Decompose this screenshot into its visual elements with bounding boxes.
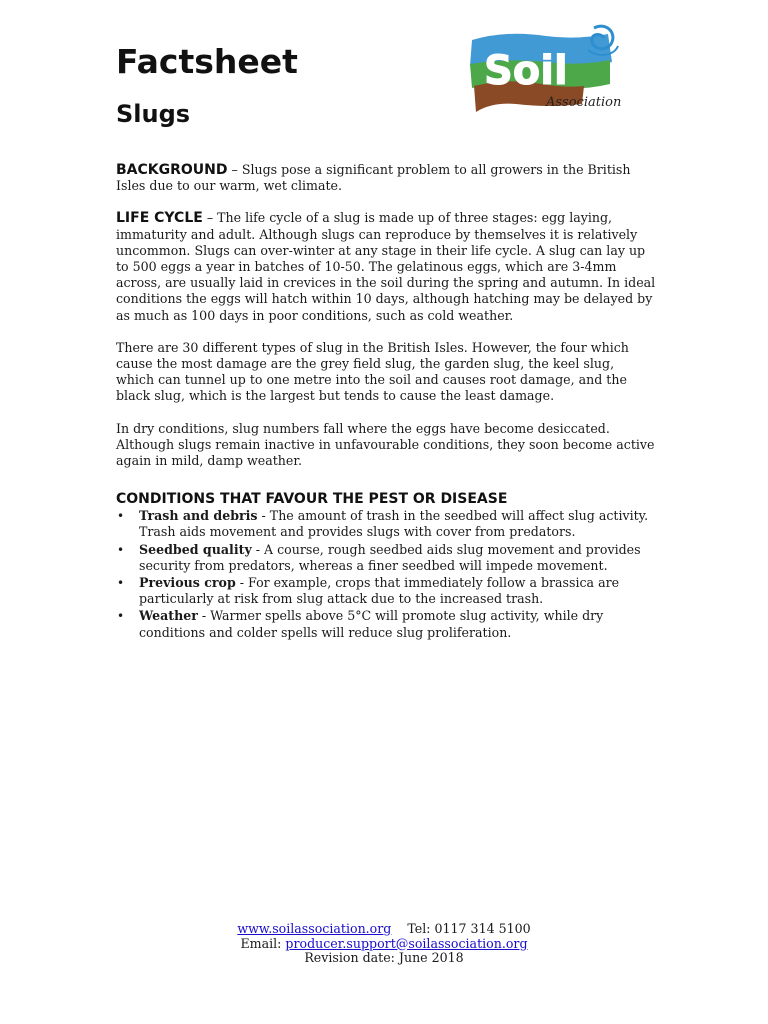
telephone-text: Tel: 0117 314 5100	[407, 921, 531, 936]
slug-types-paragraph: There are 30 different types of slug in the British Isles. However, the four which cause the most damage are the grey field slug, the garden slug, the keel slug, which can tunnel up to one metre into the soil and causes root damage, and the black slug, which is the largest but tends to cause the least damage.	[116, 339, 629, 404]
list-item	[116, 575, 656, 607]
email-label: Email:	[240, 935, 286, 951]
life-cycle-paragraph	[116, 210, 656, 323]
conditions-heading: CONDITIONS THAT FAVOUR THE PEST OR DISEASE	[116, 491, 508, 508]
condition-text: - The amount of trash in the seedbed will affect slug activity. Trash aids movement and provides slugs with cover from predators.	[139, 508, 649, 540]
page-subtitle: Slugs	[116, 100, 191, 128]
website-link[interactable]: www.soilassociation.org	[237, 921, 392, 936]
condition-term: Trash and debris	[139, 508, 258, 524]
list-item	[116, 542, 656, 574]
life-cycle-lead: LIFE CYCLE	[116, 210, 203, 227]
revision-date: Revision date: June 2018	[304, 950, 464, 965]
email-link[interactable]: producer.support@soilassociation.org	[285, 935, 528, 951]
soil-association-logo	[466, 22, 622, 116]
bullet-icon: •	[117, 542, 125, 557]
bullet-icon: •	[117, 509, 125, 524]
page-footer	[0, 922, 768, 966]
logo-main-text: Soil	[484, 48, 568, 94]
condition-term: Previous crop	[139, 575, 236, 591]
life-cycle-text: – The life cycle of a slug is made up of three stages: egg laying, immaturity and adult. Although slugs can reproduce by themselves it is relatively uncommon. Slugs can over-winter at any stage in their life cycle. A slug can lay up to 500 eggs a year in batches of 10-50. The gelatinous eggs, which are 3-4mm across, are usually laid in crevices in the soil during the spring and autumn. In ideal conditions the eggs will hatch within 10 days, although hatching may be delayed by as much as 100 days in poor conditions, such as cold weather.	[116, 210, 656, 323]
condition-term: Seedbed quality	[139, 541, 252, 557]
footer-line-email	[0, 937, 768, 952]
soil-association-logo-graphic	[466, 22, 622, 116]
list-item	[116, 608, 656, 640]
background-lead: BACKGROUND	[116, 162, 228, 178]
logo-sub-text: Association	[546, 95, 622, 110]
list-item	[116, 508, 656, 540]
dry-conditions-paragraph: In dry conditions, slug numbers fall where the eggs have become desiccated. Although slugs remain inactive in unfavourable conditions, they soon become active again in mild, damp weather.	[116, 420, 655, 469]
factsheet-body	[116, 162, 656, 642]
condition-text: - A course, rough seedbed aids slug movement and provides security from predators, whereas a finer seedbed will impede movement.	[139, 541, 641, 573]
bullet-icon: •	[117, 609, 125, 624]
conditions-list	[116, 508, 656, 641]
condition-text: - For example, crops that immediately follow a brassica are particularly at risk from slug attack due to the increased trash.	[139, 575, 620, 607]
background-text: – Slugs pose a significant problem to all growers in the British Isles due to our warm, wet climate.	[116, 162, 631, 194]
page-title: Factsheet	[116, 42, 298, 81]
condition-text: - Warmer spells above 5°C will promote slug activity, while dry conditions and colder spells will reduce slug proliferation.	[139, 608, 604, 640]
footer-line-contact	[0, 922, 768, 937]
bullet-icon: •	[117, 576, 125, 591]
condition-term: Weather	[139, 608, 198, 624]
background-paragraph	[116, 162, 656, 194]
